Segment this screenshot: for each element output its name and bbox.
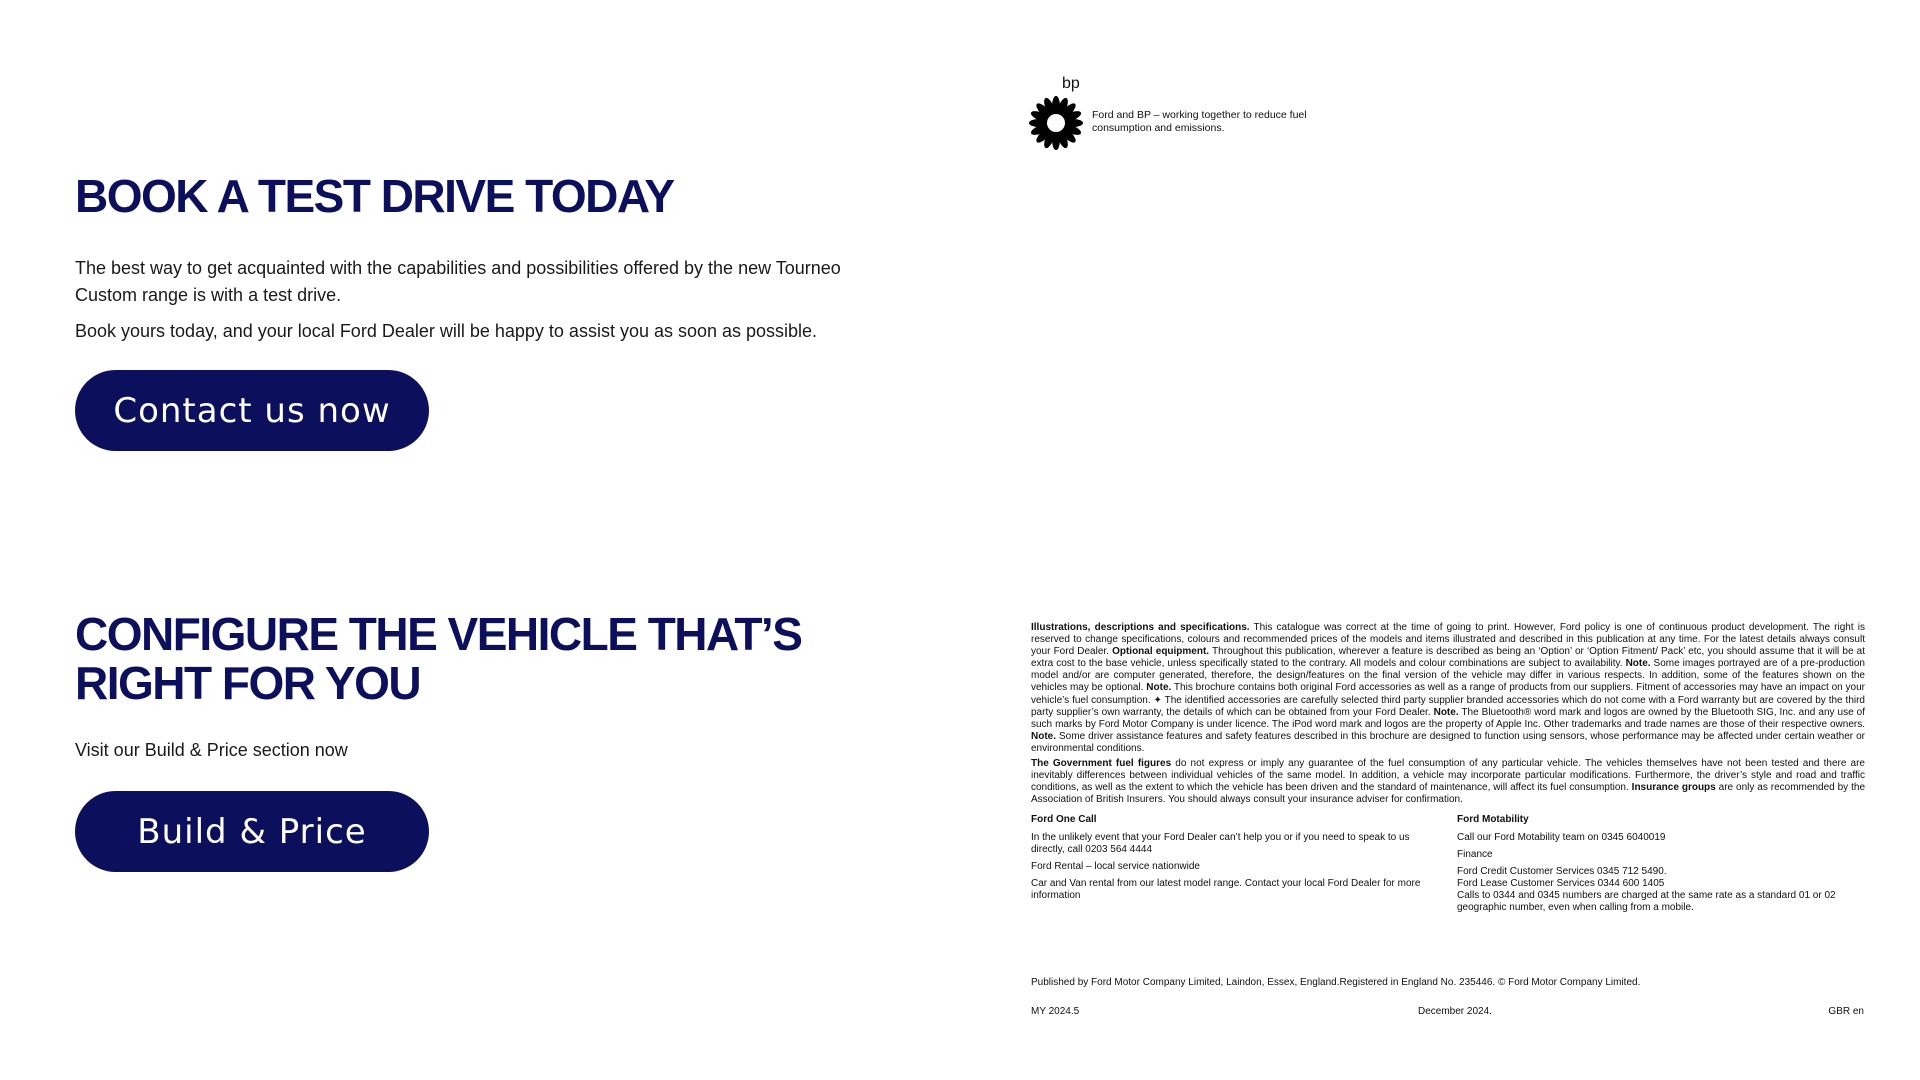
test-drive-title: BOOK A TEST DRIVE TODAY — [75, 170, 674, 222]
contact-us-button[interactable]: Contact us now — [75, 370, 429, 451]
legal-lead: Note. — [1146, 682, 1172, 694]
legal-text: Some images portrayed are of a pre-production model and/or are computer generated, therefore, the design/features on the final version of the vehicle may differ in various respects. In addition, some of the features shown on the vehicles may be optional. — [1031, 658, 1865, 694]
bp-wordmark: bp — [1062, 75, 1080, 92]
configure-title: CONFIGURE THE VEHICLE THAT’S RIGHT FOR YOU — [75, 608, 802, 709]
legal-disclaimer — [1031, 622, 1865, 914]
legal-text: This brochure contains both original Ford accessories as well as a range of products from our suppliers. Fitment of accessories may have an impact on your vehicle’s fuel consumption. ✦ The identified accessories are carefully selected third party supplier branded accessories which do not come with a Ford warranty but are covered by the third party supplier’s own warranty, the details of which can be obtained from your Ford Dealer. — [1031, 682, 1865, 718]
legal-text: Some driver assistance features and safety features described in this brochure are designed to function using sensors, whose performance may be affected under certain weather or environmental conditions. — [1031, 730, 1865, 754]
legal-paragraph-specs — [1031, 622, 1865, 755]
publication-date: December 2024. — [1418, 1006, 1492, 1017]
column-line: Ford Rental – local service nationwide — [1031, 860, 1200, 872]
legal-paragraph-fuel — [1031, 758, 1865, 806]
bp-partnership-text: Ford and BP – working together to reduce fuel consumption and emissions. — [1092, 109, 1307, 134]
ford-one-call-column — [1031, 814, 1439, 914]
bp-partnership-badge — [1028, 75, 1348, 155]
column-line: Call our Ford Motability team on 0345 6040019 — [1457, 831, 1666, 843]
column-line: Ford Lease Customer Services 0344 600 1405 — [1457, 877, 1665, 889]
bp-helios-logo-icon — [1028, 95, 1084, 151]
column-line: Calls to 0344 and 0345 numbers are charged at the same rate as a standard 01 or 02 geographic number, even when calling from a mobile. — [1457, 889, 1836, 913]
ford-motability-column — [1457, 814, 1865, 914]
column-line: Finance — [1457, 848, 1493, 860]
publisher-line: Published by Ford Motor Company Limited, Laindon, Essex, England.Registered in England No. 235446. © Ford Motor Company Limited. — [1031, 977, 1641, 988]
legal-lead: Note. — [1031, 730, 1056, 742]
test-drive-book-text: Book yours today, and your local Ford Dealer will be happy to assist you as soon as possible. — [75, 321, 818, 341]
contact-columns — [1031, 814, 1865, 914]
legal-text: do not express or imply any guarantee of the fuel consumption of any particular vehicle. The vehicles themselves have not been tested and there are inevitably differences between individual vehicles of the same model. In addition, a vehicle may incorporate particular modifications. Furthermore, the driver’s style and road and traffic conditions, as well as the extent to which the vehicle has been driven and the standard of maintenance, will affect its fuel consumption. — [1031, 758, 1865, 794]
column-title: Ford One Call — [1031, 814, 1097, 826]
legal-text: This catalogue was correct at the time of going to print. However, Ford policy is one of continuous product development. The right is reserved to change specifications, colours and recommended prices of the models and items illustrated and described in this publication at any time. For the latest details always consult your Ford Dealer. — [1031, 622, 1865, 658]
column-title: Ford Motability — [1457, 814, 1529, 826]
legal-lead: Optional equipment. — [1112, 646, 1210, 658]
legal-lead: Insurance groups — [1631, 782, 1716, 794]
build-price-button[interactable]: Build & Price — [75, 791, 429, 872]
column-line: Car and Van rental from our latest model range. Contact your local Ford Dealer for more information — [1031, 877, 1421, 901]
legal-text: Throughout this publication, wherever a feature is described as being an ‘Option’ or ‘Option Fitment/ Pack’ etc, you should assume that it will be at extra cost to the base vehicle, unless specifically stated to the contrary. All models and colour combinations are subject to availability. — [1031, 646, 1865, 670]
model-year: MY 2024.5 — [1031, 1006, 1080, 1017]
column-line: Ford Credit Customer Services 0345 712 5490. — [1457, 865, 1667, 877]
legal-lead: Note. — [1433, 706, 1459, 718]
legal-lead: Illustrations, descriptions and specifications. — [1031, 622, 1250, 633]
configure-text: Visit our Build & Price section now — [75, 740, 348, 760]
test-drive-intro: The best way to get acquainted with the capabilities and possibilities offered by the new Tourneo Custom range is with a test drive. — [75, 258, 841, 305]
legal-lead: Note. — [1625, 658, 1651, 670]
legal-lead: The Government fuel figures — [1031, 758, 1172, 770]
legal-text: The Bluetooth® word mark and logos are owned by the Bluetooth SIG, Inc. and any use of such marks by Ford Motor Company is under licence. The iPod word mark and logos are the property of Apple Inc. Other trademarks and trade names are those of their respective owners. — [1031, 706, 1865, 730]
locale-code: GBR en — [1828, 1006, 1864, 1017]
column-line: In the unlikely event that your Ford Dealer can’t help you or if you need to speak to us directly, call 0203 564 4444 — [1031, 831, 1410, 855]
legal-text: are only as recommended by the Association of British Insurers. You should always consult your insurance adviser for confirmation. — [1031, 782, 1866, 806]
